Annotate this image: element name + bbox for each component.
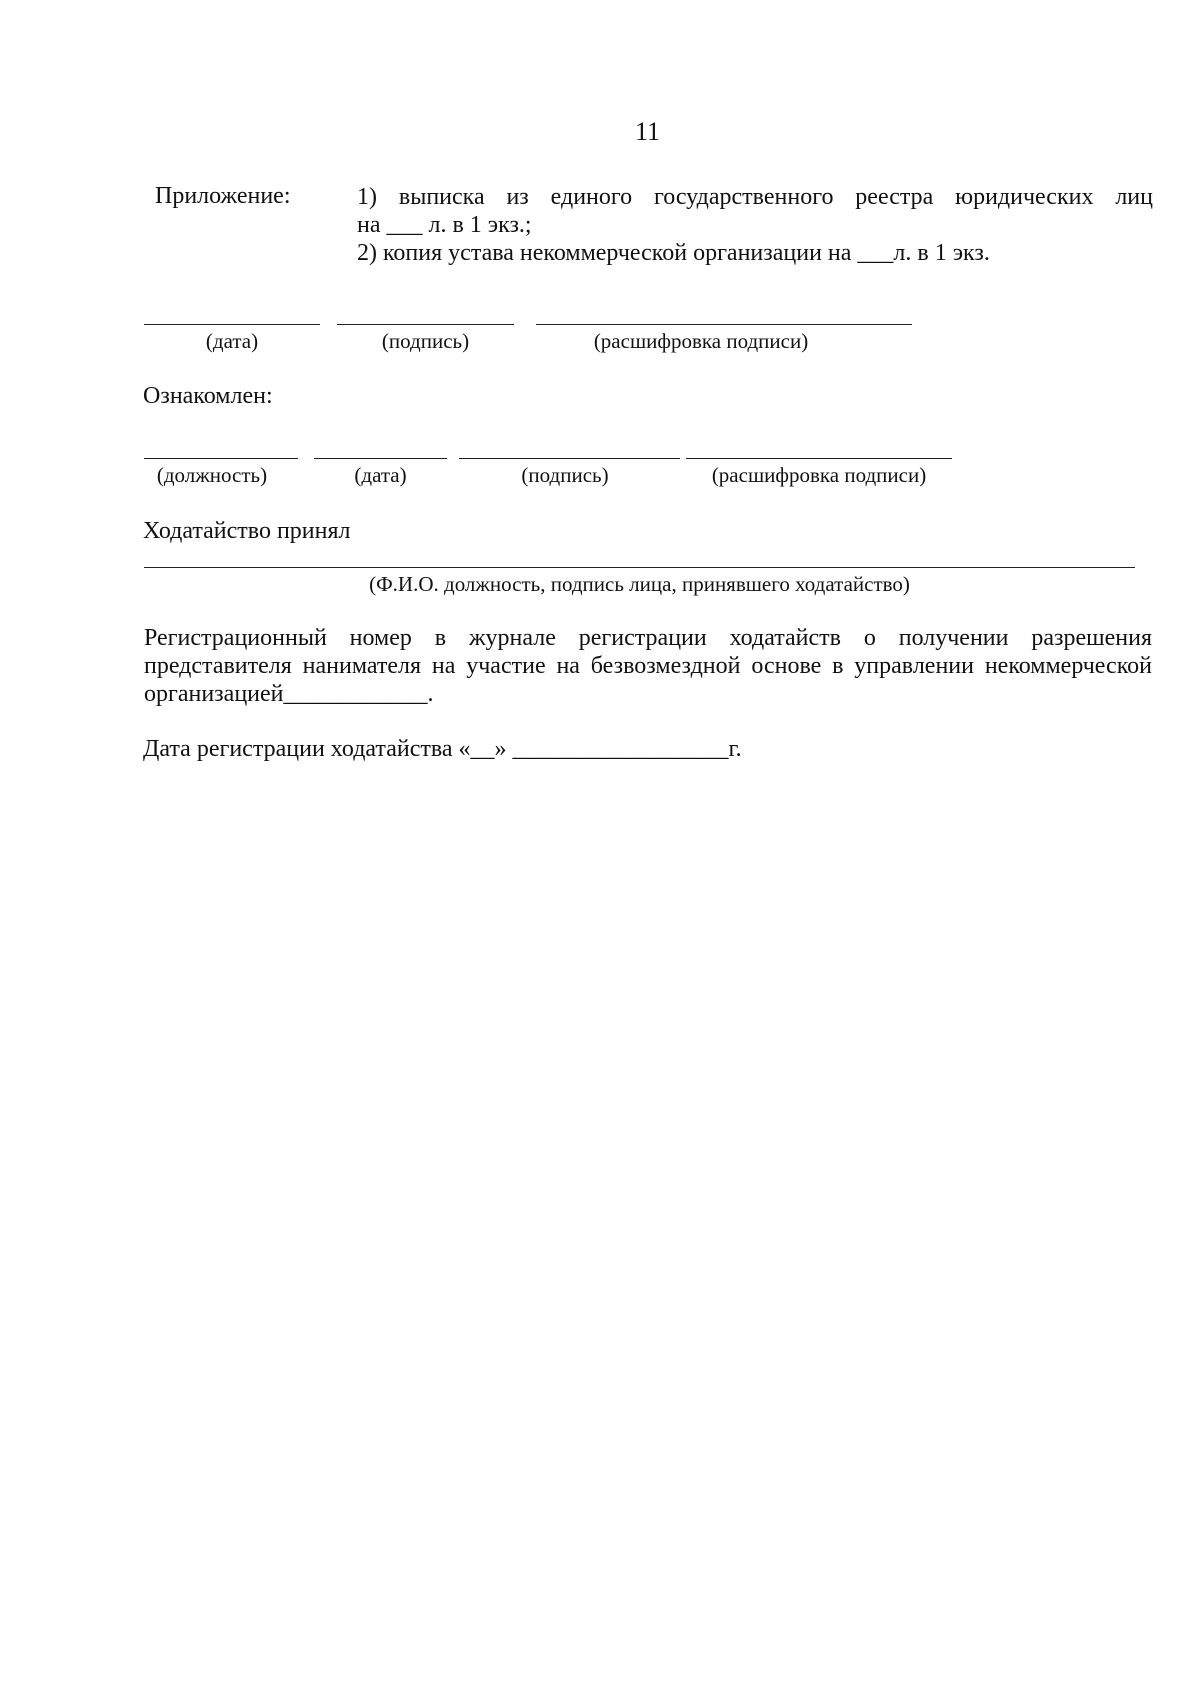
registration-line-2: представителя нанимателя на участие на безвозмездной основе в управлении некоммерческой [144, 653, 1152, 679]
page-number: 11 [634, 117, 661, 146]
accepted-line [144, 567, 1135, 568]
position-line [144, 458, 298, 459]
acquainted-label: Ознакомлен: [143, 383, 273, 409]
acquainted-signature-line [459, 458, 680, 459]
attachment-item-1-line-1: 1) выписка из единого государственного реестра юридических лиц [357, 184, 1153, 210]
registration-line-1: Регистрационный номер в журнале регистрации ходатайств о получении разрешения [144, 625, 1152, 651]
signature-caption: (подпись) [381, 329, 470, 353]
attachment-item-2: 2) копия устава некоммерческой организации на ___л. в 1 экз. [357, 240, 990, 266]
decoding-caption: (расшифровка подписи) [593, 329, 809, 353]
signature-line [337, 324, 514, 325]
date-caption: (дата) [205, 329, 259, 353]
attachments-list [357, 183, 1153, 267]
acquainted-date-caption: (дата) [354, 463, 407, 487]
accepted-label: Ходатайство принял [143, 518, 351, 544]
accepted-caption: (Ф.И.О. должность, подпись лица, принявшего ходатайство) [369, 572, 910, 596]
registration-number-paragraph [144, 624, 1152, 708]
acquainted-decoding-line [686, 458, 952, 459]
date-signature-line [144, 324, 320, 325]
position-caption: (должность) [156, 463, 268, 487]
registration-line-3: организацией____________. [144, 681, 434, 707]
acquainted-date-line [314, 458, 447, 459]
acquainted-signature-caption: (подпись) [521, 463, 609, 487]
registration-date: Дата регистрации ходатайства «__» __________________г. [143, 736, 742, 762]
acquainted-decoding-caption: (расшифровка подписи) [711, 463, 927, 487]
attachments-label: Приложение: [155, 183, 291, 209]
attachment-item-1-line-2: на ___ л. в 1 экз.; [357, 212, 532, 238]
signature-decoding-line [536, 324, 912, 325]
